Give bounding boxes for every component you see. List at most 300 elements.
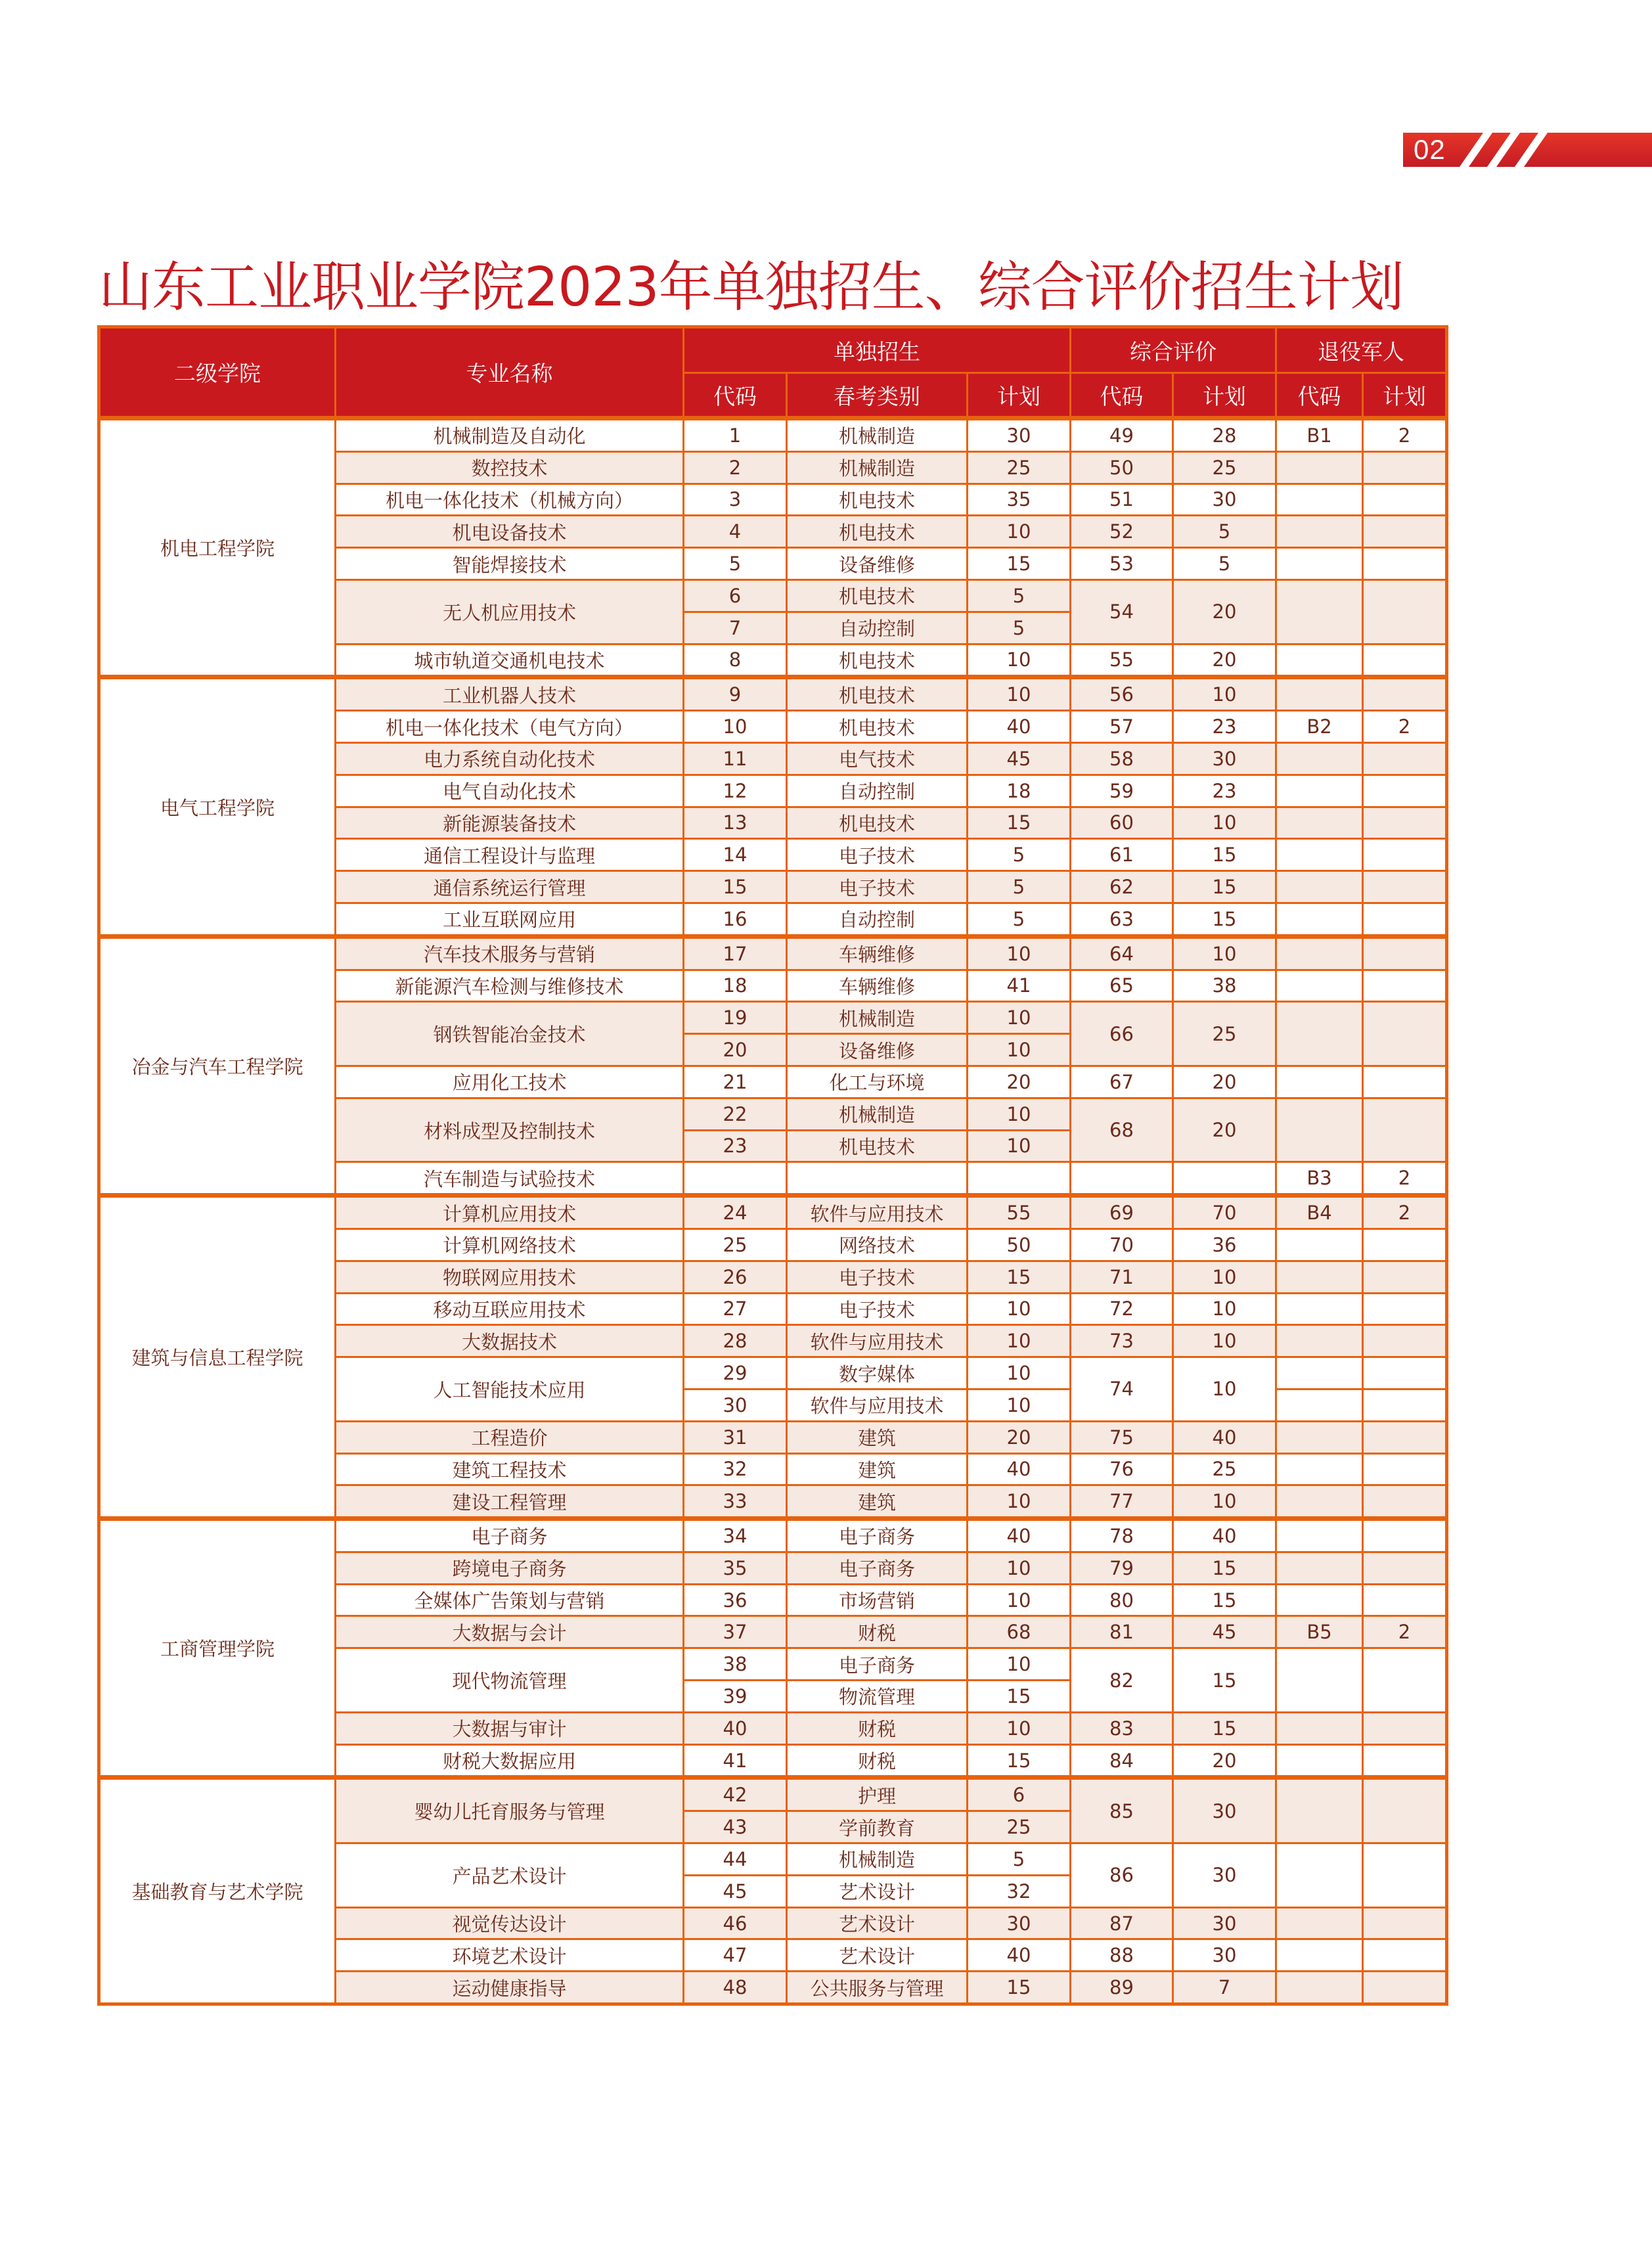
single-category: 护理 bbox=[787, 1778, 968, 1811]
major-name: 大数据与会计 bbox=[336, 1616, 684, 1648]
header-major: 专业名称 bbox=[336, 327, 684, 418]
comp-plan: 30 bbox=[1173, 1778, 1276, 1843]
major-name: 环境艺术设计 bbox=[336, 1939, 684, 1972]
comp-plan: 5 bbox=[1173, 516, 1276, 548]
vet-plan bbox=[1363, 1002, 1447, 1066]
vet-code bbox=[1276, 1584, 1363, 1616]
single-category: 自动控制 bbox=[787, 903, 968, 936]
vet-plan: 2 bbox=[1363, 1616, 1447, 1648]
comp-plan: 30 bbox=[1173, 1843, 1276, 1908]
single-category: 艺术设计 bbox=[787, 1875, 968, 1907]
comp-code: 56 bbox=[1071, 677, 1173, 711]
single-code: 1 bbox=[684, 418, 787, 452]
single-code: 41 bbox=[684, 1744, 787, 1778]
single-plan: 20 bbox=[968, 1421, 1071, 1453]
single-category: 电子技术 bbox=[787, 1261, 968, 1293]
comp-code: 80 bbox=[1071, 1584, 1173, 1616]
single-category: 设备维修 bbox=[787, 548, 968, 580]
single-category: 机电技术 bbox=[787, 579, 968, 612]
header-comp-code: 代码 bbox=[1071, 373, 1173, 418]
single-plan: 10 bbox=[968, 1648, 1071, 1681]
major-name: 机电设备技术 bbox=[336, 516, 684, 548]
major-name: 物联网应用技术 bbox=[336, 1261, 684, 1293]
single-code: 19 bbox=[684, 1002, 787, 1034]
major-name: 视觉传达设计 bbox=[336, 1907, 684, 1939]
vet-plan bbox=[1363, 807, 1447, 839]
single-code: 44 bbox=[684, 1843, 787, 1876]
single-code: 3 bbox=[684, 484, 787, 516]
single-plan: 6 bbox=[968, 1778, 1071, 1811]
major-name: 数控技术 bbox=[336, 451, 684, 484]
vet-plan bbox=[1363, 1972, 1447, 2004]
single-code: 29 bbox=[684, 1357, 787, 1389]
comp-code: 57 bbox=[1071, 711, 1173, 743]
major-name: 汽车制造与试验技术 bbox=[336, 1162, 684, 1196]
major-name: 现代物流管理 bbox=[336, 1648, 684, 1713]
single-plan: 40 bbox=[968, 1519, 1071, 1552]
comp-code: 58 bbox=[1071, 742, 1173, 775]
vet-plan bbox=[1363, 1293, 1447, 1325]
header-single-plan: 计划 bbox=[968, 373, 1071, 418]
single-code: 12 bbox=[684, 775, 787, 807]
major-name: 通信系统运行管理 bbox=[336, 871, 684, 903]
single-code: 46 bbox=[684, 1907, 787, 1939]
single-category: 机电技术 bbox=[787, 807, 968, 839]
comp-code: 61 bbox=[1071, 839, 1173, 871]
vet-plan: 2 bbox=[1363, 418, 1447, 452]
vet-plan bbox=[1363, 548, 1447, 580]
college-name: 冶金与汽车工程学院 bbox=[99, 936, 336, 1195]
comp-plan: 20 bbox=[1173, 1744, 1276, 1778]
single-category: 电子技术 bbox=[787, 1293, 968, 1325]
vet-plan bbox=[1363, 1907, 1447, 1939]
comp-code: 88 bbox=[1071, 1939, 1173, 1972]
comp-code: 70 bbox=[1071, 1229, 1173, 1261]
vet-code bbox=[1276, 970, 1363, 1002]
vet-plan bbox=[1363, 1778, 1447, 1843]
vet-plan bbox=[1363, 970, 1447, 1002]
major-name: 钢铁智能冶金技术 bbox=[336, 1002, 684, 1066]
vet-code bbox=[1276, 1939, 1363, 1972]
vet-plan bbox=[1363, 1939, 1447, 1972]
comp-code: 55 bbox=[1071, 644, 1173, 677]
single-code: 39 bbox=[684, 1681, 787, 1713]
vet-code bbox=[1276, 579, 1363, 644]
comp-code: 87 bbox=[1071, 1907, 1173, 1939]
major-name: 汽车技术服务与营销 bbox=[336, 936, 684, 970]
comp-plan: 20 bbox=[1173, 644, 1276, 677]
comp-plan: 7 bbox=[1173, 1972, 1276, 2004]
college-group bbox=[99, 936, 1447, 1195]
vet-code bbox=[1276, 807, 1363, 839]
single-plan: 35 bbox=[968, 484, 1071, 516]
comp-code: 65 bbox=[1071, 970, 1173, 1002]
comp-code: 85 bbox=[1071, 1778, 1173, 1843]
vet-code bbox=[1276, 548, 1363, 580]
single-plan: 5 bbox=[968, 839, 1071, 871]
vet-plan bbox=[1363, 579, 1447, 644]
single-plan: 10 bbox=[968, 1584, 1071, 1616]
single-code: 36 bbox=[684, 1584, 787, 1616]
header-veteran: 退役军人 bbox=[1276, 327, 1447, 373]
single-code: 25 bbox=[684, 1229, 787, 1261]
single-plan: 10 bbox=[968, 1293, 1071, 1325]
table-row bbox=[99, 677, 1447, 711]
header-comprehensive: 综合评价 bbox=[1071, 327, 1276, 373]
college-name: 机电工程学院 bbox=[99, 418, 336, 677]
major-name: 新能源装备技术 bbox=[336, 807, 684, 839]
vet-code bbox=[1276, 1421, 1363, 1453]
major-name: 工业互联网应用 bbox=[336, 903, 684, 936]
comp-code: 74 bbox=[1071, 1357, 1173, 1422]
single-plan: 15 bbox=[968, 1261, 1071, 1293]
single-category: 艺术设计 bbox=[787, 1907, 968, 1939]
single-category: 机电技术 bbox=[787, 711, 968, 743]
comp-plan bbox=[1173, 1162, 1276, 1196]
vet-plan bbox=[1363, 1389, 1447, 1421]
vet-code bbox=[1276, 1002, 1363, 1066]
major-name: 材料成型及控制技术 bbox=[336, 1098, 684, 1162]
vet-code bbox=[1276, 1552, 1363, 1584]
vet-plan bbox=[1363, 1712, 1447, 1744]
comp-plan: 10 bbox=[1173, 1261, 1276, 1293]
single-code: 5 bbox=[684, 548, 787, 580]
comp-plan: 20 bbox=[1173, 1066, 1276, 1098]
single-plan: 10 bbox=[968, 1485, 1071, 1519]
single-plan: 10 bbox=[968, 1002, 1071, 1034]
single-plan: 30 bbox=[968, 1907, 1071, 1939]
table-row bbox=[99, 1778, 1447, 1811]
comp-code: 81 bbox=[1071, 1616, 1173, 1648]
single-category: 艺术设计 bbox=[787, 1939, 968, 1972]
vet-code: B3 bbox=[1276, 1162, 1363, 1196]
single-plan: 50 bbox=[968, 1229, 1071, 1261]
college-group bbox=[99, 1778, 1447, 2004]
single-code: 31 bbox=[684, 1421, 787, 1453]
comp-plan: 30 bbox=[1173, 742, 1276, 775]
single-plan: 10 bbox=[968, 677, 1071, 711]
single-code: 26 bbox=[684, 1261, 787, 1293]
major-name: 计算机应用技术 bbox=[336, 1196, 684, 1229]
major-name: 全媒体广告策划与营销 bbox=[336, 1584, 684, 1616]
single-plan: 5 bbox=[968, 903, 1071, 936]
vet-code bbox=[1276, 1293, 1363, 1325]
single-code: 9 bbox=[684, 677, 787, 711]
single-plan: 40 bbox=[968, 1453, 1071, 1485]
single-plan: 10 bbox=[968, 1098, 1071, 1130]
single-code: 15 bbox=[684, 871, 787, 903]
comp-plan: 25 bbox=[1173, 451, 1276, 484]
comp-plan: 38 bbox=[1173, 970, 1276, 1002]
single-category: 软件与应用技术 bbox=[787, 1196, 968, 1229]
comp-plan: 10 bbox=[1173, 807, 1276, 839]
major-name: 财税大数据应用 bbox=[336, 1744, 684, 1778]
header-vet-code: 代码 bbox=[1276, 373, 1363, 418]
comp-code: 84 bbox=[1071, 1744, 1173, 1778]
single-plan: 10 bbox=[968, 1552, 1071, 1584]
comp-code: 64 bbox=[1071, 936, 1173, 970]
vet-code bbox=[1276, 1357, 1363, 1389]
vet-code bbox=[1276, 1098, 1363, 1162]
single-code: 17 bbox=[684, 936, 787, 970]
enrollment-plan-table bbox=[97, 325, 1448, 2006]
single-code: 22 bbox=[684, 1098, 787, 1130]
comp-plan: 45 bbox=[1173, 1616, 1276, 1648]
single-plan: 25 bbox=[968, 451, 1071, 484]
comp-plan: 15 bbox=[1173, 1584, 1276, 1616]
vet-code: B5 bbox=[1276, 1616, 1363, 1648]
vet-code bbox=[1276, 644, 1363, 677]
header-single-category: 春考类别 bbox=[787, 373, 968, 418]
single-code: 4 bbox=[684, 516, 787, 548]
vet-plan bbox=[1363, 484, 1447, 516]
comp-plan: 15 bbox=[1173, 1648, 1276, 1713]
single-code: 16 bbox=[684, 903, 787, 936]
college-group bbox=[99, 1519, 1447, 1778]
comp-code: 62 bbox=[1071, 871, 1173, 903]
single-code: 28 bbox=[684, 1325, 787, 1357]
table-row bbox=[99, 1196, 1447, 1229]
single-code bbox=[684, 1162, 787, 1196]
comp-plan: 10 bbox=[1173, 936, 1276, 970]
single-plan: 41 bbox=[968, 970, 1071, 1002]
vet-plan: 2 bbox=[1363, 1162, 1447, 1196]
comp-code: 77 bbox=[1071, 1485, 1173, 1519]
single-plan: 10 bbox=[968, 1325, 1071, 1357]
single-category: 机械制造 bbox=[787, 1098, 968, 1130]
vet-code: B1 bbox=[1276, 418, 1363, 452]
major-name: 应用化工技术 bbox=[336, 1066, 684, 1098]
vet-plan bbox=[1363, 1229, 1447, 1261]
header-college: 二级学院 bbox=[99, 327, 336, 418]
comp-code: 72 bbox=[1071, 1293, 1173, 1325]
comp-code: 82 bbox=[1071, 1648, 1173, 1713]
comp-plan: 10 bbox=[1173, 1357, 1276, 1422]
comp-plan: 36 bbox=[1173, 1229, 1276, 1261]
major-name: 工程造价 bbox=[336, 1421, 684, 1453]
single-plan: 45 bbox=[968, 742, 1071, 775]
vet-code bbox=[1276, 1712, 1363, 1744]
single-plan: 40 bbox=[968, 1939, 1071, 1972]
single-code: 35 bbox=[684, 1552, 787, 1584]
comp-code: 68 bbox=[1071, 1098, 1173, 1162]
comp-plan: 15 bbox=[1173, 903, 1276, 936]
single-category: 建筑 bbox=[787, 1421, 968, 1453]
major-name: 电气自动化技术 bbox=[336, 775, 684, 807]
single-category: 化工与环境 bbox=[787, 1066, 968, 1098]
vet-code bbox=[1276, 775, 1363, 807]
comp-code: 89 bbox=[1071, 1972, 1173, 2004]
single-code: 45 bbox=[684, 1875, 787, 1907]
vet-code bbox=[1276, 1229, 1363, 1261]
single-category: 建筑 bbox=[787, 1485, 968, 1519]
single-code: 7 bbox=[684, 612, 787, 644]
comp-code bbox=[1071, 1162, 1173, 1196]
comp-plan: 10 bbox=[1173, 1293, 1276, 1325]
comp-plan: 15 bbox=[1173, 1712, 1276, 1744]
vet-code: B4 bbox=[1276, 1196, 1363, 1229]
vet-code bbox=[1276, 742, 1363, 775]
comp-code: 59 bbox=[1071, 775, 1173, 807]
single-code: 47 bbox=[684, 1939, 787, 1972]
single-category: 电气技术 bbox=[787, 742, 968, 775]
single-plan: 10 bbox=[968, 1712, 1071, 1744]
single-category: 机械制造 bbox=[787, 1002, 968, 1034]
vet-plan bbox=[1363, 1648, 1447, 1713]
single-category: 机电技术 bbox=[787, 644, 968, 677]
vet-plan bbox=[1363, 936, 1447, 970]
major-name: 城市轨道交通机电技术 bbox=[336, 644, 684, 677]
single-plan: 10 bbox=[968, 1130, 1071, 1162]
single-code: 33 bbox=[684, 1485, 787, 1519]
single-category: 车辆维修 bbox=[787, 970, 968, 1002]
single-category: 电子技术 bbox=[787, 871, 968, 903]
single-code: 14 bbox=[684, 839, 787, 871]
comp-code: 53 bbox=[1071, 548, 1173, 580]
major-name: 跨境电子商务 bbox=[336, 1552, 684, 1584]
college-name: 基础教育与艺术学院 bbox=[99, 1778, 336, 2004]
comp-plan: 25 bbox=[1173, 1453, 1276, 1485]
single-category: 市场营销 bbox=[787, 1584, 968, 1616]
single-code: 24 bbox=[684, 1196, 787, 1229]
single-category: 机电技术 bbox=[787, 484, 968, 516]
vet-plan bbox=[1363, 1519, 1447, 1552]
college-name: 工商管理学院 bbox=[99, 1519, 336, 1778]
single-code: 27 bbox=[684, 1293, 787, 1325]
single-code: 40 bbox=[684, 1712, 787, 1744]
major-name: 机电一体化技术（机械方向） bbox=[336, 484, 684, 516]
comp-plan: 28 bbox=[1173, 418, 1276, 452]
vet-plan bbox=[1363, 1485, 1447, 1519]
single-category: 车辆维修 bbox=[787, 936, 968, 970]
single-plan: 68 bbox=[968, 1616, 1071, 1648]
single-plan: 40 bbox=[968, 711, 1071, 743]
comp-code: 78 bbox=[1071, 1519, 1173, 1552]
vet-plan bbox=[1363, 1357, 1447, 1389]
single-category: 电子商务 bbox=[787, 1552, 968, 1584]
single-code: 34 bbox=[684, 1519, 787, 1552]
header-single-code: 代码 bbox=[684, 373, 787, 418]
vet-plan bbox=[1363, 1744, 1447, 1778]
comp-code: 71 bbox=[1071, 1261, 1173, 1293]
single-code: 20 bbox=[684, 1034, 787, 1066]
vet-plan bbox=[1363, 903, 1447, 936]
single-category bbox=[787, 1162, 968, 1196]
comp-code: 73 bbox=[1071, 1325, 1173, 1357]
single-plan: 5 bbox=[968, 579, 1071, 612]
comp-code: 63 bbox=[1071, 903, 1173, 936]
vet-plan bbox=[1363, 516, 1447, 548]
comp-code: 49 bbox=[1071, 418, 1173, 452]
comp-code: 52 bbox=[1071, 516, 1173, 548]
comp-plan: 40 bbox=[1173, 1421, 1276, 1453]
single-code: 43 bbox=[684, 1811, 787, 1843]
major-name: 无人机应用技术 bbox=[336, 579, 684, 644]
single-category: 机械制造 bbox=[787, 451, 968, 484]
vet-plan bbox=[1363, 1552, 1447, 1584]
single-code: 6 bbox=[684, 579, 787, 612]
major-name: 计算机网络技术 bbox=[336, 1229, 684, 1261]
vet-code bbox=[1276, 1453, 1363, 1485]
single-plan: 55 bbox=[968, 1196, 1071, 1229]
comp-code: 51 bbox=[1071, 484, 1173, 516]
vet-plan bbox=[1363, 871, 1447, 903]
vet-code bbox=[1276, 903, 1363, 936]
comp-code: 86 bbox=[1071, 1843, 1173, 1908]
major-name: 机电一体化技术（电气方向） bbox=[336, 711, 684, 743]
comp-code: 54 bbox=[1071, 579, 1173, 644]
vet-code bbox=[1276, 451, 1363, 484]
single-code: 11 bbox=[684, 742, 787, 775]
vet-plan bbox=[1363, 1066, 1447, 1098]
single-code: 38 bbox=[684, 1648, 787, 1681]
single-category: 财税 bbox=[787, 1712, 968, 1744]
page-title: 山东工业职业学院2023年单独招生、综合评价招生计划 bbox=[99, 256, 1404, 319]
comp-plan: 15 bbox=[1173, 1552, 1276, 1584]
single-plan: 10 bbox=[968, 516, 1071, 548]
comp-plan: 40 bbox=[1173, 1519, 1276, 1552]
single-plan: 10 bbox=[968, 1357, 1071, 1389]
college-name: 电气工程学院 bbox=[99, 677, 336, 936]
vet-code bbox=[1276, 677, 1363, 711]
single-category: 网络技术 bbox=[787, 1229, 968, 1261]
vet-code: B2 bbox=[1276, 711, 1363, 743]
vet-plan bbox=[1363, 451, 1447, 484]
single-plan: 10 bbox=[968, 644, 1071, 677]
vet-code bbox=[1276, 516, 1363, 548]
comp-plan: 10 bbox=[1173, 1485, 1276, 1519]
comp-plan: 70 bbox=[1173, 1196, 1276, 1229]
comp-code: 83 bbox=[1071, 1712, 1173, 1744]
comp-plan: 30 bbox=[1173, 1907, 1276, 1939]
single-code: 30 bbox=[684, 1389, 787, 1421]
single-category: 电子商务 bbox=[787, 1519, 968, 1552]
comp-code: 66 bbox=[1071, 1002, 1173, 1066]
major-name: 工业机器人技术 bbox=[336, 677, 684, 711]
single-code: 48 bbox=[684, 1972, 787, 2004]
single-plan: 18 bbox=[968, 775, 1071, 807]
single-code: 13 bbox=[684, 807, 787, 839]
comp-plan: 10 bbox=[1173, 677, 1276, 711]
page-number: 02 bbox=[1414, 134, 1446, 165]
vet-plan bbox=[1363, 1261, 1447, 1293]
single-category: 设备维修 bbox=[787, 1034, 968, 1066]
single-category: 财税 bbox=[787, 1616, 968, 1648]
comp-plan: 15 bbox=[1173, 871, 1276, 903]
vet-code bbox=[1276, 1066, 1363, 1098]
single-plan: 30 bbox=[968, 418, 1071, 452]
single-category: 财税 bbox=[787, 1744, 968, 1778]
comp-plan: 5 bbox=[1173, 548, 1276, 580]
single-code: 21 bbox=[684, 1066, 787, 1098]
single-plan: 15 bbox=[968, 807, 1071, 839]
major-name: 产品艺术设计 bbox=[336, 1843, 684, 1908]
single-category: 自动控制 bbox=[787, 775, 968, 807]
vet-code bbox=[1276, 1485, 1363, 1519]
vet-plan bbox=[1363, 1098, 1447, 1162]
vet-plan: 2 bbox=[1363, 711, 1447, 743]
vet-code bbox=[1276, 1843, 1363, 1908]
single-plan: 10 bbox=[968, 1034, 1071, 1066]
major-name: 新能源汽车检测与维修技术 bbox=[336, 970, 684, 1002]
vet-plan: 2 bbox=[1363, 1196, 1447, 1229]
vet-plan bbox=[1363, 1325, 1447, 1357]
single-plan: 15 bbox=[968, 548, 1071, 580]
major-name: 电子商务 bbox=[336, 1519, 684, 1552]
comp-plan: 23 bbox=[1173, 775, 1276, 807]
single-plan: 15 bbox=[968, 1972, 1071, 2004]
comp-plan: 30 bbox=[1173, 484, 1276, 516]
